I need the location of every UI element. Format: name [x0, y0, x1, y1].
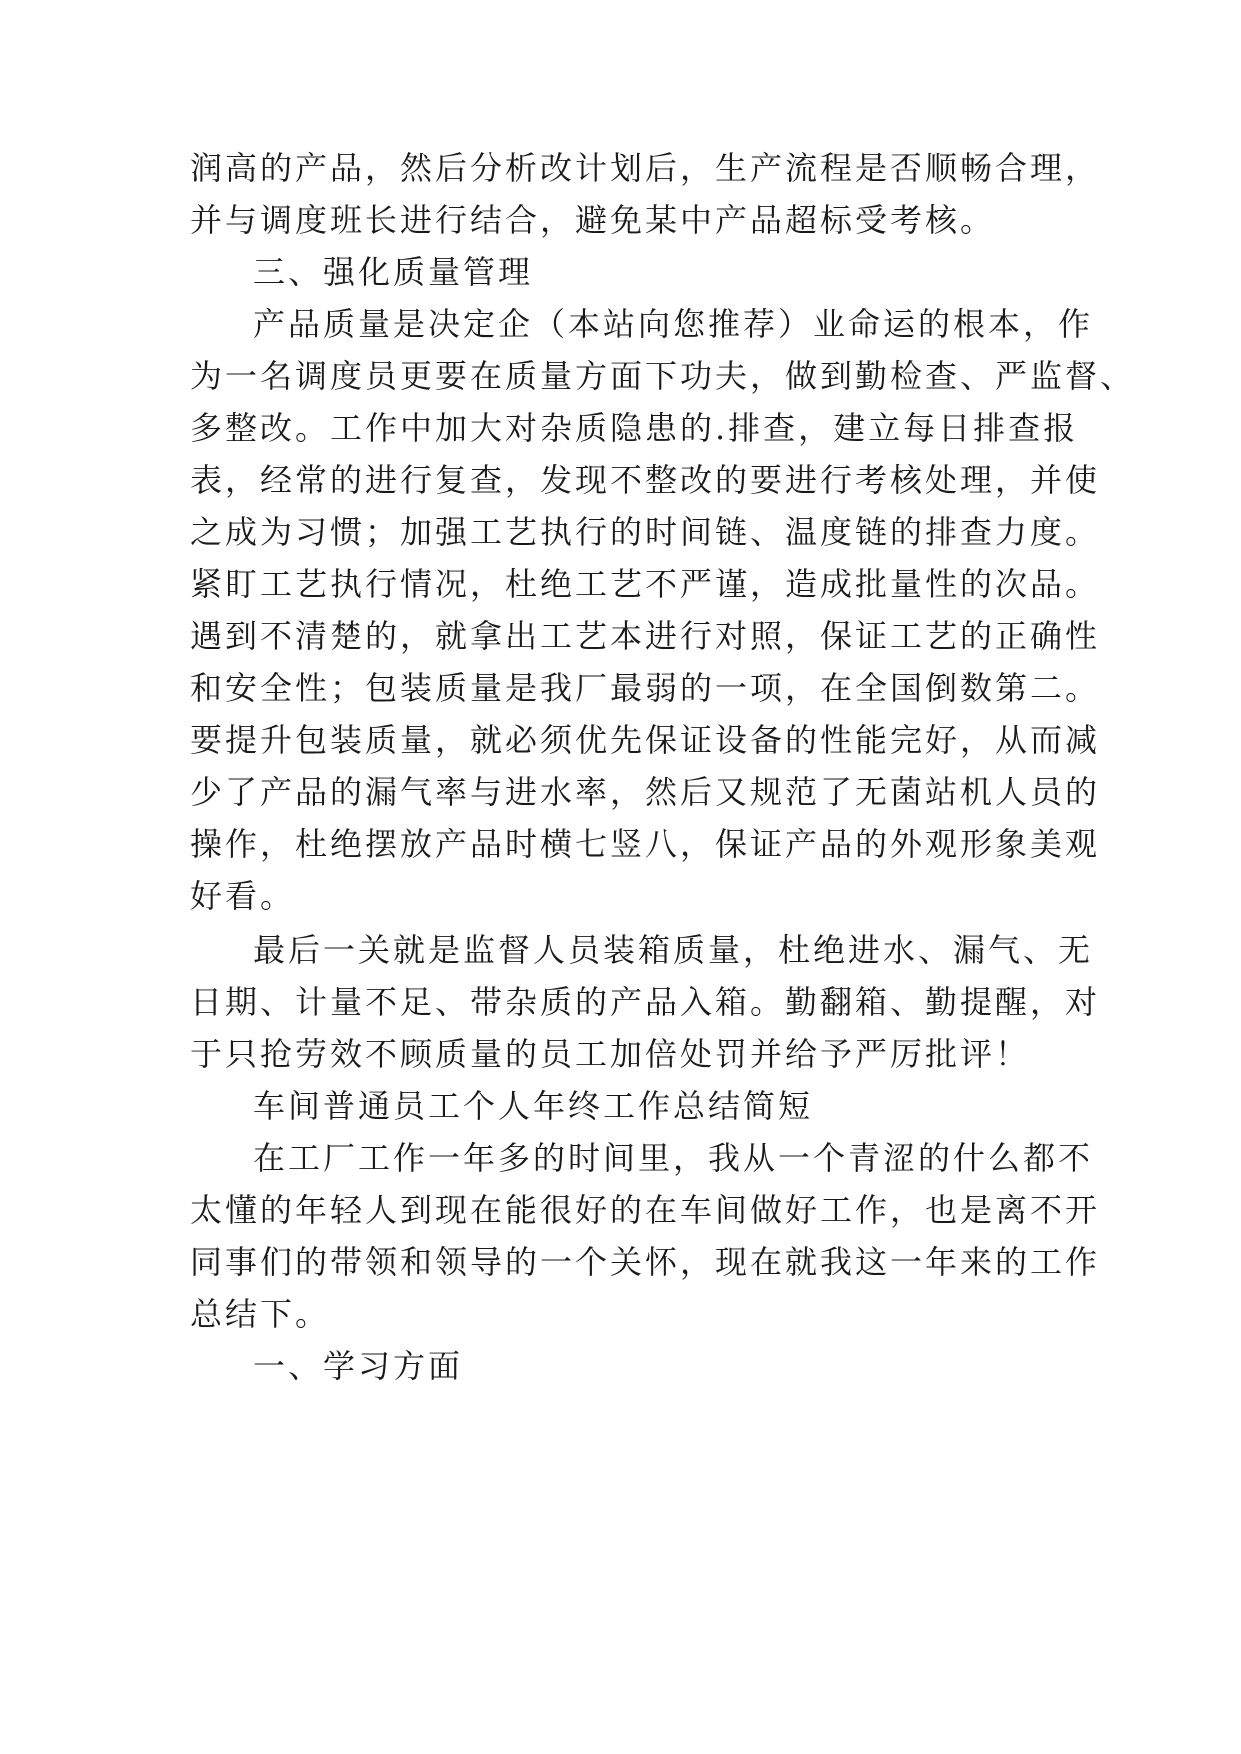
text-line: 并与调度班长进行结合，避免某中产品超标受考核。	[190, 201, 996, 239]
text-line: 要提升包装质量，就必须优先保证设备的性能完好，从而减	[190, 721, 1101, 759]
text-line: 太懂的年轻人到现在能很好的在车间做好工作，也是离不开	[190, 1191, 1101, 1229]
text-line: 于只抢劳效不顾质量的员工加倍处罚并给予严厉批评！	[190, 1035, 1031, 1073]
section-heading: 一、学习方面	[253, 1347, 464, 1385]
text-line: 为一名调度员更要在质量方面下功夫，做到勤检查、严监督、	[190, 357, 1136, 395]
text-line: 表，经常的进行复查，发现不整改的要进行考核处理，并使	[190, 461, 1101, 499]
text-line: 之成为习惯；加强工艺执行的时间链、温度链的排查力度。	[190, 513, 1101, 551]
section-heading: 三、强化质量管理	[253, 253, 534, 291]
text-line: 和安全性；包装质量是我厂最弱的一项，在全国倒数第二。	[190, 669, 1101, 707]
text-line: 好看。	[190, 877, 296, 915]
section-heading: 车间普通员工个人年终工作总结简短	[253, 1087, 814, 1125]
text-line: 紧盯工艺执行情况，杜绝工艺不严谨，造成批量性的次品。	[190, 565, 1101, 603]
text-line: 日期、计量不足、带杂质的产品入箱。勤翻箱、勤提醒，对	[190, 983, 1101, 1021]
text-line: 在工厂工作一年多的时间里，我从一个青涩的什么都不	[253, 1139, 1094, 1177]
text-line: 遇到不清楚的，就拿出工艺本进行对照，保证工艺的正确性	[190, 617, 1101, 655]
text-line: 操作，杜绝摆放产品时横七竖八，保证产品的外观形象美观	[190, 825, 1101, 863]
text-line: 总结下。	[190, 1295, 331, 1333]
text-line: 少了产品的漏气率与进水率，然后又规范了无菌站机人员的	[190, 773, 1101, 811]
text-line: 润高的产品，然后分析改计划后，生产流程是否顺畅合理，	[190, 149, 1101, 187]
text-line: 产品质量是决定企（本站向您推荐）业命运的根本，作	[253, 305, 1094, 343]
text-line: 最后一关就是监督人员装箱质量，杜绝进水、漏气、无	[253, 931, 1094, 969]
text-line: 同事们的带领和领导的一个关怀，现在就我这一年来的工作	[190, 1243, 1101, 1281]
text-line: 多整改。工作中加大对杂质隐患的.排查，建立每日排查报	[190, 409, 1079, 447]
